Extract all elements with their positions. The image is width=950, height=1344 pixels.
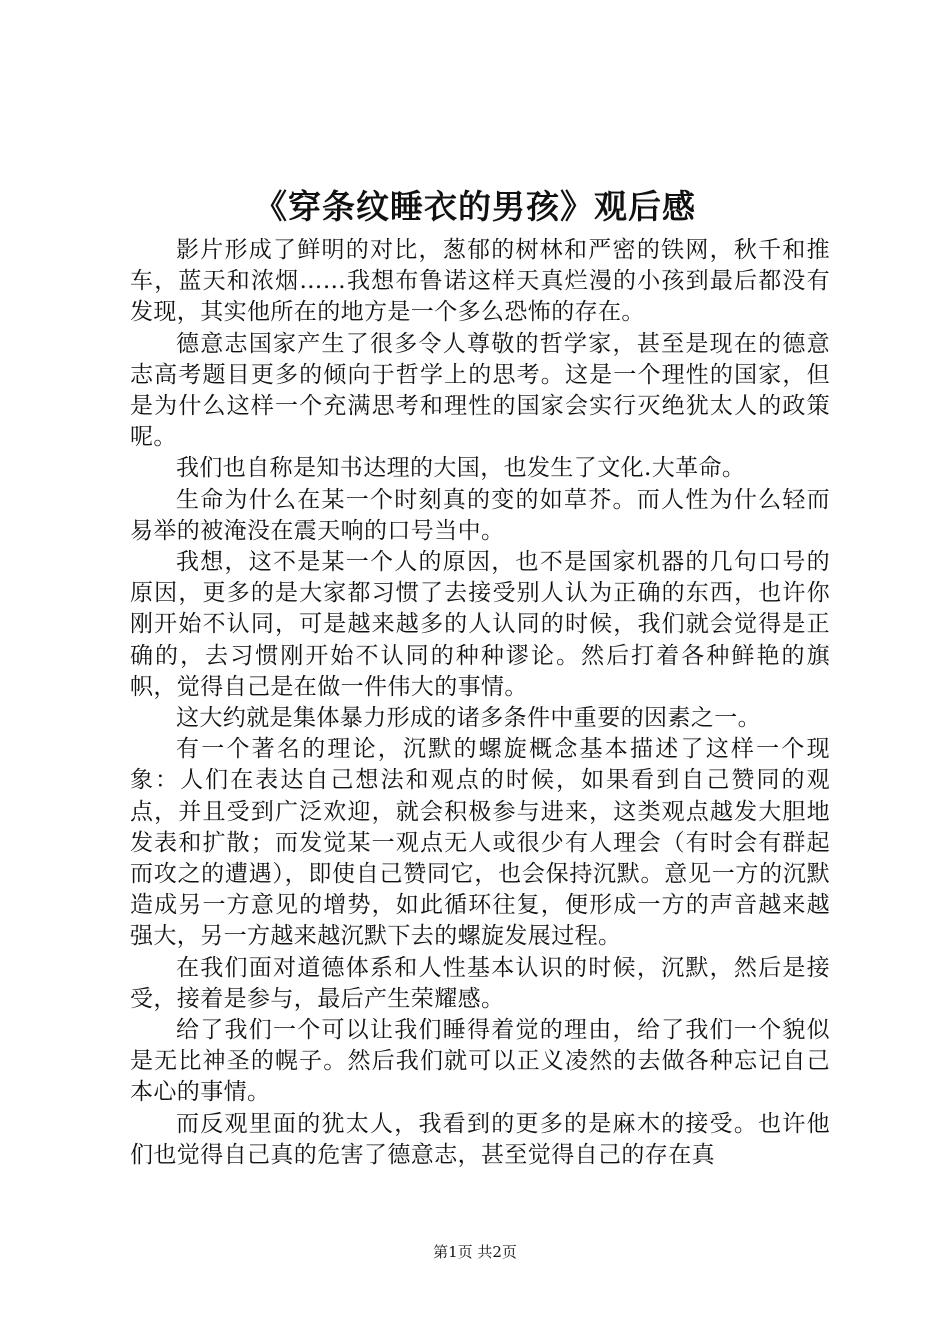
paragraph: 而反观里面的犹太人，我看到的更多的是麻木的接受。也许他们也觉得自己真的危害了德意志，甚至觉得自己的存在真 <box>130 1110 830 1168</box>
paragraph: 有一个著名的理论，沉默的螺旋概念基本描述了这样一个现象：人们在表达自己想法和观点的时候，如果看到自己赞同的观点，并且受到广泛欢迎，就会积极参与进来，这类观点越发大胆地发表和扩散；而发觉某一观点无人或很少有人理会（有时会有群起而攻之的遭遇），即使自己赞同它，也会保持沉默。意见一方的沉默造成另一方意见的增势，如此循环往复，便形成一方的声音越来越强大，另一方越来越沉默下去的螺旋发展过程。 <box>130 736 830 950</box>
paragraph: 在我们面对道德体系和人性基本认识的时候，沉默，然后是接受，接着是参与，最后产生荣耀感。 <box>130 954 830 1012</box>
paragraph: 这大约就是集体暴力形成的诸多条件中重要的因素之一。 <box>176 705 761 732</box>
paragraph: 给了我们一个可以让我们睡得着觉的理由，给了我们一个貌似是无比神圣的幌子。然后我们就可以正义凌然的去做各种忘记自己本心的事情。 <box>130 1017 830 1106</box>
page-number-footer: 第1页 共2页 <box>433 1243 517 1261</box>
paragraph: 影片形成了鲜明的对比，葱郁的树林和严密的铁网，秋千和推车，蓝天和浓烟……我想布鲁诺这样天真烂漫的小孩到最后都没有发现，其实他所在的地方是一个多么恐怖的存在。 <box>130 237 830 326</box>
document-body <box>130 235 830 1171</box>
paragraph: 生命为什么在某一个时刻真的变的如草芥。而人性为什么轻而易举的被淹没在震天响的口号当中。 <box>130 486 830 544</box>
paragraph: 我们也自称是知书达理的大国，也发生了文化.大革命。 <box>176 455 746 482</box>
document-title: 《穿条纹睡衣的男孩》观后感 <box>254 187 696 226</box>
paragraph: 德意志国家产生了很多令人尊敬的哲学家，甚至是现在的德意志高考题目更多的倾向于哲学上的思考。这是一个理性的国家，但是为什么这样一个充满思考和理性的国家会实行灭绝犹太人的政策呢。 <box>130 330 830 451</box>
paragraph: 我想，这不是某一个人的原因，也不是国家机器的几句口号的原因，更多的是大家都习惯了去接受别人认为正确的东西，也许你刚开始不认同，可是越来越多的人认同的时候，我们就会觉得是正确的，去习惯刚开始不认同的种种谬论。然后打着各种鲜艳的旗帜，觉得自己是在做一件伟大的事情。 <box>130 549 830 700</box>
